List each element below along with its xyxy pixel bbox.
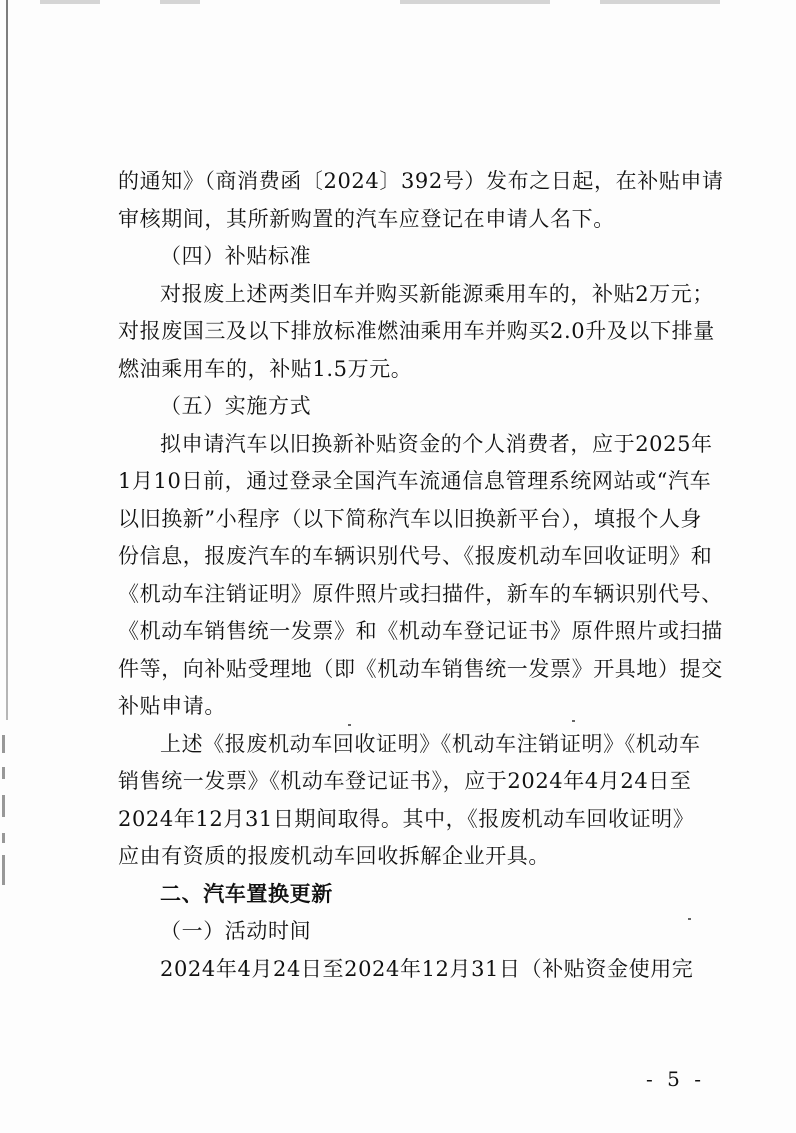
text-line: 1月10日前，通过登录全国汽车流通信息管理系统网站或“汽车 — [118, 469, 712, 493]
text-line: 上述《报废机动车回收证明》《机动车注销证明》《机动车 — [160, 731, 701, 756]
text-line: 《机动车注销证明》原件照片或扫描件，新车的车辆识别代号、 — [118, 581, 723, 606]
text-line: 《机动车销售统一发票》和《机动车登记证书》原件照片或扫描 — [118, 619, 723, 643]
scan-artifact-left-marks — [2, 735, 12, 905]
section-heading: 二、汽车置换更新 — [160, 881, 333, 906]
scan-artifact-left-edge — [6, 0, 8, 720]
text-line: 拟申请汽车以旧换新补贴资金的个人消费者，应于2025年 — [160, 431, 713, 456]
scan-speck — [348, 724, 351, 726]
scan-speck — [572, 720, 575, 722]
text-line: 2024年12月31日期间取得。其中，《报废机动车回收证明》 — [118, 806, 695, 831]
text-line: （五）实施方式 — [160, 394, 312, 418]
text-line: （四）补贴标准 — [160, 244, 312, 268]
text-line: 件等，向补贴受理地（即《机动车销售统一发票》开具地）提交 — [118, 656, 723, 681]
text-line: 2024年4月24日至2024年12月31日（补贴资金使用完 — [160, 956, 694, 981]
scan-speck — [688, 918, 691, 920]
text-line: 的通知》（商消费函〔2024〕392号）发布之日起，在补贴申请 — [118, 169, 724, 193]
text-line: （一）活动时间 — [160, 919, 312, 943]
text-line: 应由有资质的报废机动车回收拆解企业开具。 — [118, 844, 550, 868]
text-line: 销售统一发票》《机动车登记证书》，应于2024年4月24日至 — [118, 769, 692, 793]
scan-artifact-top — [40, 0, 760, 8]
text-line: 补贴申请。 — [118, 694, 226, 718]
text-line: 份信息，报废汽车的车辆识别代号、《报废机动车回收证明》和 — [118, 544, 713, 568]
text-line: 以旧换新”小程序（以下简称汽车以旧换新平台），填报个人身 — [118, 506, 703, 531]
text-line: 对报废国三及以下排放标准燃油乘用车并购买2.0升及以下排量 — [118, 319, 715, 343]
text-line: 对报废上述两类旧车并购买新能源乘用车的，补贴2万元； — [160, 281, 714, 306]
document-body — [118, 163, 724, 988]
page-number: - 5 - — [646, 1067, 705, 1091]
text-line: 审核期间，其所新购置的汽车应登记在申请人名下。 — [118, 206, 615, 231]
text-line: 燃油乘用车的，补贴1.5万元。 — [118, 356, 413, 381]
